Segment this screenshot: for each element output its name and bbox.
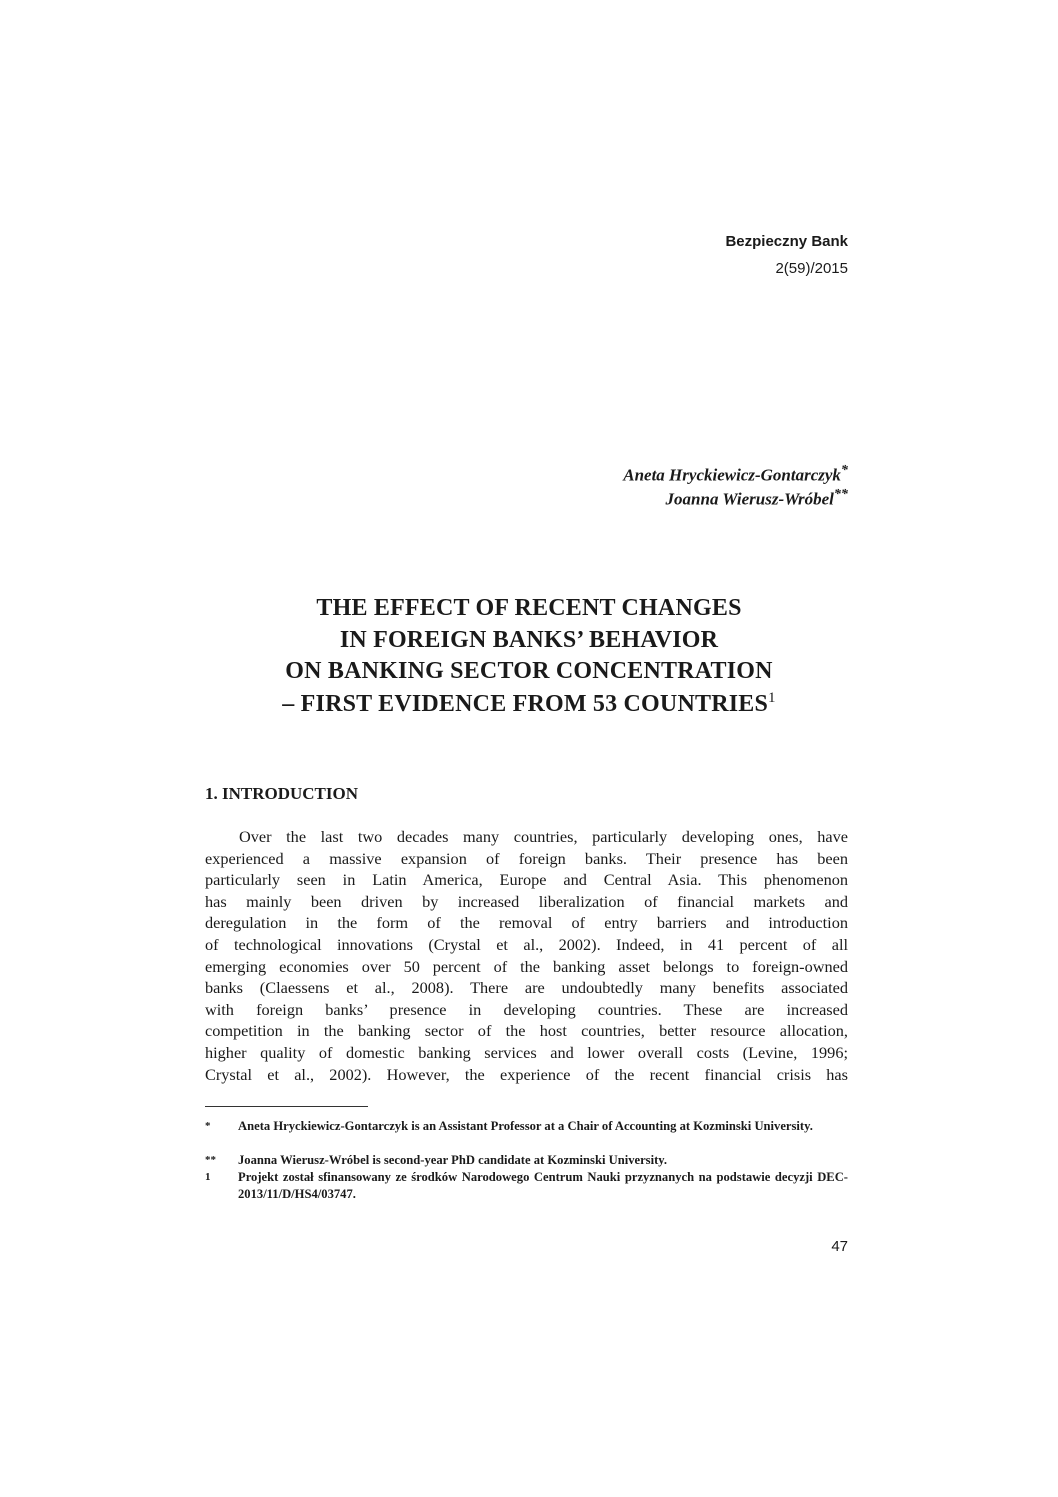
title-line: ON BANKING SECTOR CONCENTRATION xyxy=(285,658,773,684)
author-2 xyxy=(666,486,848,510)
body-line: experienced a massive expansion of foreign banks. Their presence has been xyxy=(205,848,848,868)
footnote-text: Projekt został sfinansowany ze środków Narodowego Centrum Nauki przyznanych na podstawie decyzji DEC-2013/11/D/HS4/03747. xyxy=(238,1170,848,1201)
body-line: Over the last two decades many countries, particularly developing ones, have xyxy=(239,827,848,846)
author-mark: ** xyxy=(833,486,848,502)
section-heading: 1. INTRODUCTION xyxy=(205,784,359,803)
body-line: with foreign banks’ presence in developing countries. These are increased xyxy=(205,999,848,1019)
footnote xyxy=(205,1152,848,1169)
body-line: banks (Claessens et al., 2008). There are undoubtedly many benefits associated xyxy=(205,978,848,998)
title-line-last xyxy=(0,690,1058,718)
footnote-text: Aneta Hryckiewicz-Gontarczyk is an Assistant Professor at a Chair of Accounting at Kozminski University. xyxy=(238,1119,813,1133)
body-line: has mainly been driven by increased liberalization of financial markets and xyxy=(205,891,848,911)
body-line: competition in the banking sector of the host countries, better resource allocation, xyxy=(205,1021,848,1041)
footnote-mark: * xyxy=(205,1120,211,1132)
body-line: particularly seen in Latin America, Europe and Central Asia. This phenomenon xyxy=(205,870,848,890)
body-line: of technological innovations (Crystal et al., 2002). Indeed, in 41 percent of all xyxy=(205,934,848,954)
title-line: IN FOREIGN BANKS’ BEHAVIOR xyxy=(339,627,719,653)
page-number: 47 xyxy=(831,1238,848,1255)
author-mark: * xyxy=(840,462,848,478)
footnote-text: Joanna Wierusz-Wróbel is second-year PhD candidate at Kozminski University. xyxy=(238,1153,668,1167)
title-footnote-mark: 1 xyxy=(768,690,776,706)
body-line: higher quality of domestic banking services and lower overall costs (Levine, 1996; xyxy=(205,1042,848,1062)
journal-issue: 2(59)/2015 xyxy=(775,260,848,277)
footnote xyxy=(205,1169,848,1202)
footnote xyxy=(205,1118,848,1135)
footnote-mark: ** xyxy=(205,1154,216,1166)
body-paragraph xyxy=(205,826,848,1085)
body-line: emerging economies over 50 percent of the banking asset belongs to foreign-owned xyxy=(205,956,848,976)
footnote-mark: 1 xyxy=(205,1171,211,1183)
title-text: – FIRST EVIDENCE FROM 53 COUNTRIES xyxy=(282,691,769,717)
footnote-divider xyxy=(205,1106,368,1107)
body-line: Crystal et al., 2002). However, the experience of the recent financial crisis has xyxy=(205,1064,848,1084)
title-line: THE EFFECT OF RECENT CHANGES xyxy=(316,595,742,621)
journal-name: Bezpieczny Bank xyxy=(725,233,848,250)
author-name: Joanna Wierusz-Wróbel xyxy=(665,489,834,509)
author-name: Aneta Hryckiewicz-Gontarczyk xyxy=(623,465,841,485)
body-line: deregulation in the form of the removal of entry barriers and introduction xyxy=(205,913,848,933)
author-1 xyxy=(623,462,848,486)
